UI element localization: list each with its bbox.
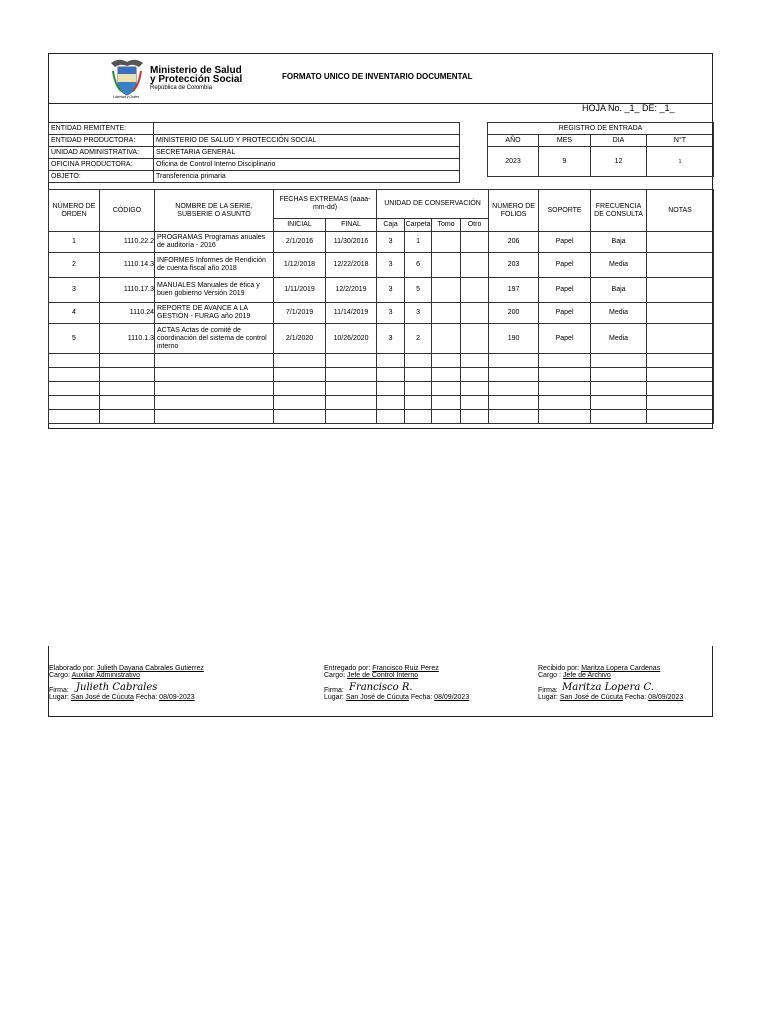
entity-value: Oficina de Control Interno Disciplinario	[154, 159, 460, 171]
empty-cell	[461, 382, 489, 396]
empty-cell	[539, 396, 591, 410]
ministry-name-line1: Ministerio de Salud	[150, 65, 242, 76]
empty-cell	[100, 410, 155, 424]
empty-cell	[155, 354, 274, 368]
form-title: FORMATO UNICO DE INVENTARIO DOCUMENTAL	[282, 72, 473, 81]
cell-frecuencia: Media	[591, 324, 647, 354]
footer-bottom-border	[48, 716, 713, 717]
recibido-name: Maritza Lopera Cardenas	[581, 665, 661, 672]
empty-cell	[274, 354, 326, 368]
empty-cell	[100, 382, 155, 396]
cell-final: 12/2/2019	[326, 278, 377, 303]
empty-cell	[591, 396, 647, 410]
cell-orden: 5	[49, 324, 100, 354]
empty-row	[49, 396, 714, 410]
cell-codigo: 1110.17.3	[100, 278, 155, 303]
elaborado-lugar: San José de Cúcuta	[70, 694, 134, 701]
recibido-signature: Maritza Lopera C.	[562, 682, 654, 693]
header-nombre: NOMBRE DE LA SERIE, SUBSERIE O ASUNTO	[155, 190, 274, 232]
cell-soporte: Papel	[539, 253, 591, 278]
empty-cell	[49, 368, 100, 382]
table-row	[49, 232, 714, 253]
empty-cell	[377, 396, 405, 410]
cell-caja: 3	[377, 253, 405, 278]
empty-cell	[591, 354, 647, 368]
cell-otro	[461, 324, 489, 354]
empty-cell	[49, 354, 100, 368]
cell-inicial: 2/1/2020	[274, 324, 326, 354]
cell-folios: 203	[489, 253, 539, 278]
registro-value: 1	[647, 147, 714, 177]
cell-folios: 206	[489, 232, 539, 253]
entregado-cargo: Jefe de Control Interno	[346, 672, 419, 679]
header-orden: NÚMERO DE ORDEN	[49, 190, 100, 232]
cell-final: 10/26/2020	[326, 324, 377, 354]
cell-carpeta: 1	[405, 232, 432, 253]
empty-cell	[461, 354, 489, 368]
registro-header: AÑO	[488, 135, 539, 147]
cell-final: 12/22/2018	[326, 253, 377, 278]
cell-nombre: PROGRAMAS Programas anuales de auditoría - 2016	[155, 232, 274, 253]
registro-header: MES	[539, 135, 591, 147]
recibido-fecha: 08/09/2023	[648, 694, 684, 701]
table-row	[49, 324, 714, 354]
empty-cell	[100, 354, 155, 368]
cell-frecuencia: Baja	[591, 278, 647, 303]
footer-left-border	[48, 646, 49, 716]
footer-right-border	[712, 646, 713, 716]
cell-inicial: 1/12/2018	[274, 253, 326, 278]
entregado-label: Entregado por:	[324, 665, 371, 672]
cell-codigo: 1110.22.2	[100, 232, 155, 253]
cell-tomo	[432, 232, 461, 253]
cell-caja: 3	[377, 232, 405, 253]
empty-row	[49, 410, 714, 424]
empty-cell	[647, 354, 714, 368]
empty-cell	[461, 410, 489, 424]
cell-otro	[461, 253, 489, 278]
empty-cell	[432, 382, 461, 396]
cell-nombre: ACTAS Actas de comité de coordinación del sistema de control interno	[155, 324, 274, 354]
empty-cell	[326, 410, 377, 424]
elaborado-cargo-label: Cargo:	[49, 672, 71, 679]
empty-cell	[539, 368, 591, 382]
empty-cell	[432, 368, 461, 382]
header-soporte: SOPORTE	[539, 190, 591, 232]
header-notas: NOTAS	[647, 190, 714, 232]
empty-cell	[155, 396, 274, 410]
empty-cell	[432, 354, 461, 368]
cell-soporte: Papel	[539, 303, 591, 324]
empty-cell	[377, 382, 405, 396]
registro-header: N°T	[647, 135, 714, 147]
recibido-firma-label: Firma:	[538, 687, 558, 694]
empty-cell	[405, 368, 432, 382]
entity-label: UNIDAD ADMINISTRATIVA:	[49, 147, 154, 159]
elaborado-lugar-label: Lugar:	[49, 694, 69, 701]
cell-nombre: REPORTE DE AVANCE A LA GESTIÓN - FURAG año 2019	[155, 303, 274, 324]
cell-tomo	[432, 324, 461, 354]
cell-folios: 190	[489, 324, 539, 354]
empty-cell	[405, 354, 432, 368]
cell-folios: 200	[489, 303, 539, 324]
header-final: FINAL	[326, 219, 377, 232]
sheet-number: HOJA No. _1_ DE: _1_	[582, 103, 675, 113]
recibido-lugar-label: Lugar:	[538, 694, 558, 701]
cell-inicial: 2/1/2016	[274, 232, 326, 253]
entregado-fecha: 08/09/2023	[434, 694, 470, 701]
cell-caja: 3	[377, 324, 405, 354]
empty-cell	[405, 382, 432, 396]
cell-frecuencia: Media	[591, 303, 647, 324]
cell-caja: 3	[377, 303, 405, 324]
cell-tomo	[432, 303, 461, 324]
registro-value: 12	[591, 147, 647, 177]
empty-cell	[274, 368, 326, 382]
cell-notas	[647, 278, 714, 303]
empty-cell	[647, 368, 714, 382]
empty-cell	[326, 354, 377, 368]
cell-caja: 3	[377, 278, 405, 303]
entity-table	[48, 122, 460, 183]
empty-cell	[274, 396, 326, 410]
empty-cell	[489, 396, 539, 410]
empty-cell	[405, 396, 432, 410]
cell-final: 11/14/2019	[326, 303, 377, 324]
entregado-signature: Francisco R.	[349, 682, 413, 693]
empty-cell	[155, 368, 274, 382]
registro-value: 9	[539, 147, 591, 177]
cell-inicial: 7/1/2019	[274, 303, 326, 324]
cell-folios: 197	[489, 278, 539, 303]
cell-nombre: MANUALES Manuales de ética y buen gobierno Versión 2019	[155, 278, 274, 303]
recibido-lugar: San José de Cúcuta	[559, 694, 623, 701]
entity-value: SECRETARIA GENERAL	[154, 147, 460, 159]
empty-cell	[591, 368, 647, 382]
cell-otro	[461, 303, 489, 324]
empty-cell	[489, 410, 539, 424]
empty-cell	[274, 410, 326, 424]
entity-value: MINISTERIO DE SALUD Y PROTECCIÓN SOCIAL	[154, 135, 460, 147]
empty-cell	[49, 396, 100, 410]
empty-cell	[489, 382, 539, 396]
table-row	[49, 253, 714, 278]
header-frecuencia: FRECUENCIA DE CONSULTA	[591, 190, 647, 232]
cell-otro	[461, 278, 489, 303]
header-fechas: FECHAS EXTREMAS (aaaa-mm-dd)	[274, 190, 377, 219]
elaborado-fecha-label: Fecha:	[135, 694, 158, 701]
registro-value: 2023	[488, 147, 539, 177]
cell-codigo: 1110.24	[100, 303, 155, 324]
empty-cell	[647, 410, 714, 424]
table-row	[49, 303, 714, 324]
entity-label: OFICINA PRODUCTORA:	[49, 159, 154, 171]
cell-carpeta: 5	[405, 278, 432, 303]
registro-entrada-table	[487, 122, 714, 177]
empty-cell	[591, 382, 647, 396]
ministry-logo	[107, 55, 147, 101]
cell-orden: 4	[49, 303, 100, 324]
inventory-table	[48, 189, 714, 424]
cell-frecuencia: Media	[591, 253, 647, 278]
empty-cell	[100, 396, 155, 410]
cell-notas	[647, 253, 714, 278]
cell-notas	[647, 303, 714, 324]
motto: Libertad y Orden	[113, 95, 140, 99]
cell-tomo	[432, 253, 461, 278]
header-folios: NÚMERO DE FOLIOS	[489, 190, 539, 232]
empty-cell	[461, 396, 489, 410]
empty-cell	[377, 368, 405, 382]
empty-cell	[539, 410, 591, 424]
header-unidad: UNIDAD DE CONSERVACIÓN	[377, 190, 489, 219]
cell-carpeta: 3	[405, 303, 432, 324]
entity-label: ENTIDAD PRODUCTORA:	[49, 135, 154, 147]
recibido-cargo-label: Cargo :	[538, 672, 561, 679]
cell-codigo: 1110.1.3	[100, 324, 155, 354]
empty-cell	[155, 382, 274, 396]
registro-title: REGISTRO DE ENTRADA	[488, 123, 714, 135]
empty-cell	[539, 354, 591, 368]
empty-cell	[326, 368, 377, 382]
empty-cell	[326, 382, 377, 396]
entregado-fecha-label: Fecha:	[410, 694, 433, 701]
entregado-cargo-label: Cargo:	[324, 672, 346, 679]
entregado-lugar-label: Lugar:	[324, 694, 344, 701]
cell-inicial: 1/11/2019	[274, 278, 326, 303]
empty-cell	[489, 368, 539, 382]
cell-soporte: Papel	[539, 324, 591, 354]
empty-cell	[432, 410, 461, 424]
empty-cell	[461, 368, 489, 382]
cell-orden: 3	[49, 278, 100, 303]
entity-label: ENTIDAD REMITENTE:	[49, 123, 154, 135]
header-inicial: INICIAL	[274, 219, 326, 232]
cell-otro	[461, 232, 489, 253]
cell-orden: 1	[49, 232, 100, 253]
elaborado-name: Julieth Dayana Cabrales Gutierrez	[96, 665, 204, 672]
recibido-fecha-label: Fecha:	[624, 694, 647, 701]
header-codigo: CÓDIGO	[100, 190, 155, 232]
elaborado-cargo: Auxiliar Administrativo	[71, 672, 141, 679]
cell-carpeta: 6	[405, 253, 432, 278]
empty-cell	[326, 396, 377, 410]
cell-notas	[647, 232, 714, 253]
cell-nombre: INFORMES Informes de Rendición de cuenta fiscal año 2018	[155, 253, 274, 278]
empty-cell	[155, 410, 274, 424]
empty-row	[49, 354, 714, 368]
recibido-label: Recibido por:	[538, 665, 580, 672]
entity-value: Transferencia primaria	[154, 171, 460, 183]
elaborado-firma-label: Firma:	[49, 687, 69, 694]
entity-value	[154, 123, 460, 135]
recibido-cargo: Jefe de Archivo	[562, 672, 611, 679]
table-row	[49, 278, 714, 303]
empty-cell	[432, 396, 461, 410]
elaborado-signature: Julieth Cabrales	[76, 682, 158, 693]
header-otro: Otro	[461, 219, 489, 232]
elaborado-fecha: 08/09-2023	[159, 694, 195, 701]
cell-tomo	[432, 278, 461, 303]
entregado-firma-label: Firma:	[324, 687, 344, 694]
entregado-lugar: San José de Cúcuta	[345, 694, 409, 701]
cell-carpeta: 2	[405, 324, 432, 354]
entregado-name: Francisco Ruiz Perez	[372, 665, 439, 672]
empty-cell	[647, 396, 714, 410]
ministry-name-line3: República de Colombia	[150, 85, 213, 91]
empty-cell	[591, 410, 647, 424]
cell-soporte: Papel	[539, 278, 591, 303]
empty-cell	[377, 354, 405, 368]
cell-frecuencia: Baja	[591, 232, 647, 253]
empty-cell	[377, 410, 405, 424]
empty-cell	[405, 410, 432, 424]
cell-codigo: 1110.14.3	[100, 253, 155, 278]
elaborado-label: Elaborado por:	[49, 665, 95, 672]
cell-final: 11/30/2016	[326, 232, 377, 253]
empty-cell	[647, 382, 714, 396]
empty-cell	[274, 382, 326, 396]
cell-notas	[647, 324, 714, 354]
entity-label: OBJETO:	[49, 171, 154, 183]
cell-orden: 2	[49, 253, 100, 278]
empty-row	[49, 368, 714, 382]
registro-header: DIA	[591, 135, 647, 147]
header-carpeta: Carpeta	[405, 219, 432, 232]
empty-cell	[100, 368, 155, 382]
header-caja: Caja	[377, 219, 405, 232]
cell-soporte: Papel	[539, 232, 591, 253]
empty-cell	[539, 382, 591, 396]
header-tomo: Tomo	[432, 219, 461, 232]
empty-cell	[49, 382, 100, 396]
empty-cell	[489, 354, 539, 368]
empty-cell	[49, 410, 100, 424]
empty-row	[49, 382, 714, 396]
ministry-name-line2: y Protección Social	[150, 74, 243, 85]
